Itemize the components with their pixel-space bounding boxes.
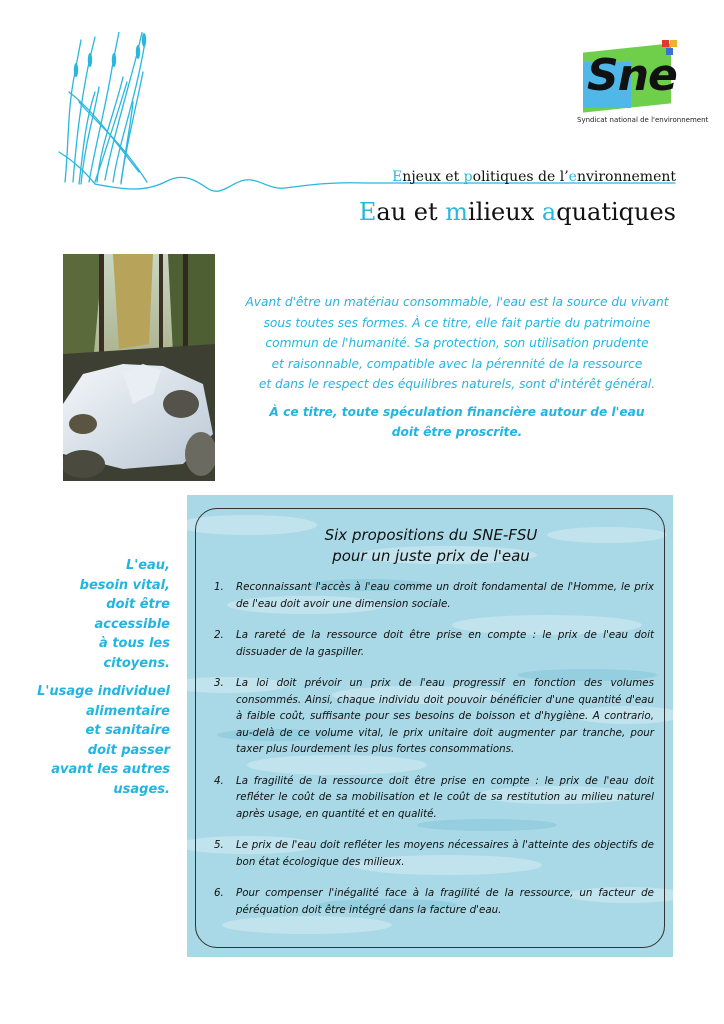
sidebar-line: doit passer [87, 742, 170, 758]
sidebar-line: alimentaire [86, 703, 170, 719]
sidebar-line: L'usage individuel [37, 684, 170, 699]
intro-line: sous toutes ses formes. À ce titre, elle fait partie du patrimoine [263, 315, 651, 330]
kicker-text: nvironnement [576, 169, 676, 185]
logo-wordmark: Sne [587, 50, 677, 101]
sidebar-line: L'eau, [125, 558, 170, 573]
intro-line: et dans le respect des équilibres naturels, sont d'intérêt général. [258, 377, 656, 391]
intro-line: Avant d'être un matériau consommable, l'eau est la source du vivant [245, 295, 669, 309]
sidebar-line: doit être [106, 597, 170, 612]
sne-logo [577, 40, 709, 130]
sidebar-quote [30, 556, 170, 808]
title-initial: a [541, 198, 557, 226]
proposition-item [210, 627, 654, 660]
title-text: quatiques [556, 198, 676, 226]
proposition-item [210, 579, 654, 612]
title-initial: E [358, 198, 377, 226]
proposition-item [210, 885, 654, 918]
kicker-initial: E [392, 169, 403, 185]
sidebar-line: usages. [113, 781, 170, 797]
sidebar-line: avant les autres [51, 762, 170, 777]
proposition-text: Reconnaissant l'accès à l'eau comme un droit fondamental de l'Homme, le prix de l'eau doit avoir une dimension sociale. [236, 581, 654, 610]
proposition-text: La rareté de la ressource doit être prise en compte : le prix de l'eau doit dissuader de la gaspiller. [236, 629, 654, 658]
kicker-text: olitiques de l’ [472, 169, 569, 185]
intro-statement [238, 292, 676, 443]
sidebar-line: à tous les [99, 636, 170, 651]
proposition-number: 2. [214, 629, 224, 641]
sidebar-line: besoin vital, [79, 577, 170, 593]
kicker-initial: p [463, 169, 473, 185]
card-title-line: Six propositions du SNE-FSU [324, 526, 538, 544]
sidebar-line: accessible [94, 616, 170, 632]
logo-tagline: Syndicat national de l'environnement [577, 116, 709, 124]
proposition-number: 4. [214, 774, 224, 787]
proposition-number: 3. [214, 677, 224, 689]
kicker-text: njeux et [402, 169, 464, 185]
proposition-text: Le prix de l'eau doit refléter les moyens nécessaires à l'atteinte des objectifs de bon état écologique des milieux. [236, 839, 654, 868]
stream-photo [63, 254, 215, 481]
title-text: ilieux [468, 198, 542, 226]
kicker-initial: e [568, 169, 577, 185]
proposition-item [210, 675, 654, 758]
section-kicker [392, 169, 676, 185]
card-title-line: pour un juste prix de l'eau [332, 547, 530, 565]
sidebar-line: citoyens. [103, 655, 170, 671]
proposition-number: 5. [214, 839, 224, 851]
intro-line: commun de l'humanité. Sa protection, son utilisation prudente [265, 336, 649, 350]
sidebar-block-1 [30, 556, 170, 673]
card-title [196, 525, 666, 567]
propositions-list [210, 579, 654, 933]
proposition-item [210, 837, 654, 870]
proposition-text: La fragilité de la ressource doit être prise en compte : le prix de l'eau doit refléter le coût de sa mobilisation et le coût de sa restitution au milieu naturel après usage, en quantité et en qualité. [236, 774, 654, 820]
proposition-number: 6. [214, 887, 224, 899]
proposition-text: La loi doit prévoir un prix de l'eau progressif en fonction des volumes consommés. Ainsi, chaque individu doit pouvoir bénéficier d'une quantité d'eau à faible coût, suffisante pour ses besoins de boisson et d'hygiène. A contrario, au-delà de ce volume vital, le prix unitaire doit augmenter par tranche, pour taxer plus lourdement les plus fortes consommations. [236, 677, 654, 755]
sidebar-block-2 [30, 682, 170, 799]
propositions-card [195, 508, 665, 948]
intro-emphasis-line: doit être proscrite. [391, 425, 523, 439]
intro-emphasis-line: À ce titre, toute spéculation financière autour de l'eau [269, 404, 645, 419]
title-initial: m [445, 198, 469, 226]
sidebar-line: et sanitaire [85, 723, 170, 738]
title-text: au et [376, 198, 446, 226]
proposition-item [210, 773, 654, 823]
page-title [359, 198, 676, 226]
proposition-text: Pour compenser l'inégalité face à la fragilité de la ressource, un facteur de péréquation doit être intégré dans la facture d'eau. [236, 887, 654, 916]
intro-line: et raisonnable, compatible avec la pérennité de la ressource [271, 356, 643, 371]
proposition-number: 1. [214, 581, 224, 593]
